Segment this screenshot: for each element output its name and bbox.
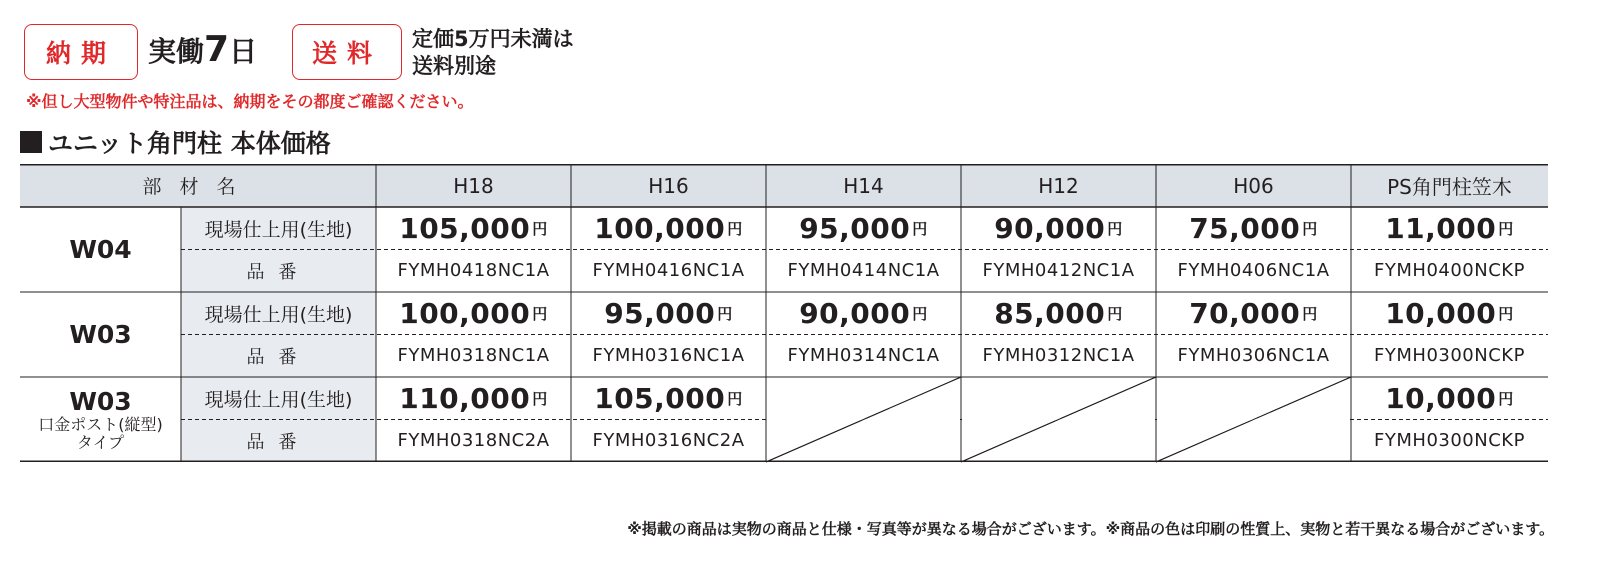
price-cell bbox=[376, 377, 571, 420]
product-code: FYMH0318NC1A bbox=[397, 345, 550, 367]
price-value: 95,000 bbox=[604, 296, 716, 330]
price-value: 95,000 bbox=[799, 211, 911, 245]
delivery-days-prefix: 実働 bbox=[148, 35, 205, 68]
product-code: FYMH0316NC2A bbox=[592, 430, 745, 452]
delivery-caution: ※但し大型物件や特注品は、納期をその都度ご確認ください。 bbox=[26, 92, 474, 111]
price-cell bbox=[571, 377, 766, 420]
yen-unit: 円 bbox=[1302, 219, 1318, 238]
price-value: 90,000 bbox=[799, 296, 911, 330]
price-value: 100,000 bbox=[594, 211, 726, 245]
row-label-price: 現場仕上用(生地) bbox=[204, 388, 353, 411]
column-header: PS角門柱笠木 bbox=[1387, 175, 1512, 199]
footnote: ※掲載の商品は実物の商品と仕様・写真等が異なる場合がございます。※商品の色は印刷の性質上、実物と若干異なる場合がございます。 bbox=[627, 520, 1554, 538]
square-bullet-icon bbox=[20, 131, 42, 153]
price-cell bbox=[1156, 207, 1351, 250]
price-cell bbox=[376, 207, 571, 250]
model-cell bbox=[20, 207, 181, 292]
price-cell bbox=[376, 292, 571, 335]
price-value: 100,000 bbox=[399, 296, 531, 330]
price-table bbox=[20, 164, 1548, 463]
yen-unit: 円 bbox=[1498, 304, 1514, 323]
product-code: FYMH0400NCKP bbox=[1374, 260, 1525, 282]
section-heading bbox=[20, 124, 331, 160]
yen-unit: 円 bbox=[1498, 389, 1514, 408]
product-code: FYMH0318NC2A bbox=[397, 430, 550, 452]
yen-unit: 円 bbox=[727, 219, 743, 238]
price-cell bbox=[766, 207, 961, 250]
shipping-badge: 送料 bbox=[292, 24, 402, 80]
model-cell bbox=[20, 292, 181, 377]
price-value: 110,000 bbox=[399, 381, 531, 415]
row-label-code: 品番 bbox=[246, 431, 311, 453]
product-code: FYMH0316NC1A bbox=[592, 345, 745, 367]
product-code: FYMH0306NC1A bbox=[1177, 345, 1330, 367]
yen-unit: 円 bbox=[532, 304, 548, 323]
product-code: FYMH0300NCKP bbox=[1374, 430, 1525, 452]
price-cell bbox=[571, 207, 766, 250]
yen-unit: 円 bbox=[912, 304, 928, 323]
model-name: W03 bbox=[69, 387, 132, 416]
column-header: H16 bbox=[648, 173, 689, 198]
price-cell bbox=[1351, 377, 1548, 420]
product-code: FYMH0406NC1A bbox=[1177, 260, 1330, 282]
row-label-price: 現場仕上用(生地) bbox=[204, 303, 353, 326]
product-code: FYMH0414NC1A bbox=[787, 260, 940, 282]
price-value: 70,000 bbox=[1189, 296, 1301, 330]
model-subtype: 口金ポスト(縦型)タイプ bbox=[38, 415, 163, 452]
price-value: 11,000 bbox=[1385, 211, 1497, 245]
price-cell bbox=[1351, 207, 1548, 250]
shipping-note-line1: 定価5万円未満は bbox=[412, 27, 574, 51]
yen-unit: 円 bbox=[727, 389, 743, 408]
model-name: W03 bbox=[69, 320, 132, 349]
model-cell bbox=[20, 377, 181, 462]
delivery-days-unit: 日 bbox=[229, 35, 258, 68]
product-code: FYMH0418NC1A bbox=[397, 260, 550, 282]
price-cell bbox=[1156, 292, 1351, 335]
model-name: W04 bbox=[69, 235, 132, 264]
yen-unit: 円 bbox=[532, 389, 548, 408]
header-part-name: 部材名 bbox=[142, 176, 254, 198]
price-value: 105,000 bbox=[399, 211, 531, 245]
price-value: 85,000 bbox=[994, 296, 1106, 330]
yen-unit: 円 bbox=[1107, 219, 1123, 238]
price-value: 10,000 bbox=[1385, 296, 1497, 330]
price-value: 105,000 bbox=[594, 381, 726, 415]
section-title: ユニット角門柱 本体価格 bbox=[48, 129, 331, 158]
yen-unit: 円 bbox=[1498, 219, 1514, 238]
price-value: 90,000 bbox=[994, 211, 1106, 245]
product-code: FYMH0416NC1A bbox=[592, 260, 745, 282]
price-cell bbox=[571, 292, 766, 335]
product-code: FYMH0314NC1A bbox=[787, 345, 940, 367]
yen-unit: 円 bbox=[912, 219, 928, 238]
column-header: H06 bbox=[1233, 173, 1274, 198]
delivery-days-number: 7 bbox=[204, 29, 230, 70]
row-label-code: 品番 bbox=[246, 346, 311, 368]
yen-unit: 円 bbox=[1107, 304, 1123, 323]
price-value: 10,000 bbox=[1385, 381, 1497, 415]
product-code: FYMH0412NC1A bbox=[982, 260, 1135, 282]
product-code: FYMH0300NCKP bbox=[1374, 345, 1525, 367]
yen-unit: 円 bbox=[1302, 304, 1318, 323]
price-cell bbox=[961, 292, 1156, 335]
yen-unit: 円 bbox=[717, 304, 733, 323]
delivery-badge: 納期 bbox=[24, 24, 138, 80]
column-header: H14 bbox=[843, 173, 884, 198]
price-cell bbox=[961, 207, 1156, 250]
product-code: FYMH0312NC1A bbox=[982, 345, 1135, 367]
column-header: H12 bbox=[1038, 173, 1079, 198]
price-value: 75,000 bbox=[1189, 211, 1301, 245]
row-label-price: 現場仕上用(生地) bbox=[204, 218, 353, 241]
row-label-code: 品番 bbox=[246, 261, 311, 283]
column-header: H18 bbox=[453, 173, 494, 198]
price-cell bbox=[1351, 292, 1548, 335]
delivery-days bbox=[148, 30, 257, 72]
yen-unit: 円 bbox=[532, 219, 548, 238]
shipping-note-line2: 送料別途 bbox=[412, 54, 496, 78]
shipping-note bbox=[412, 26, 574, 80]
price-cell bbox=[766, 292, 961, 335]
